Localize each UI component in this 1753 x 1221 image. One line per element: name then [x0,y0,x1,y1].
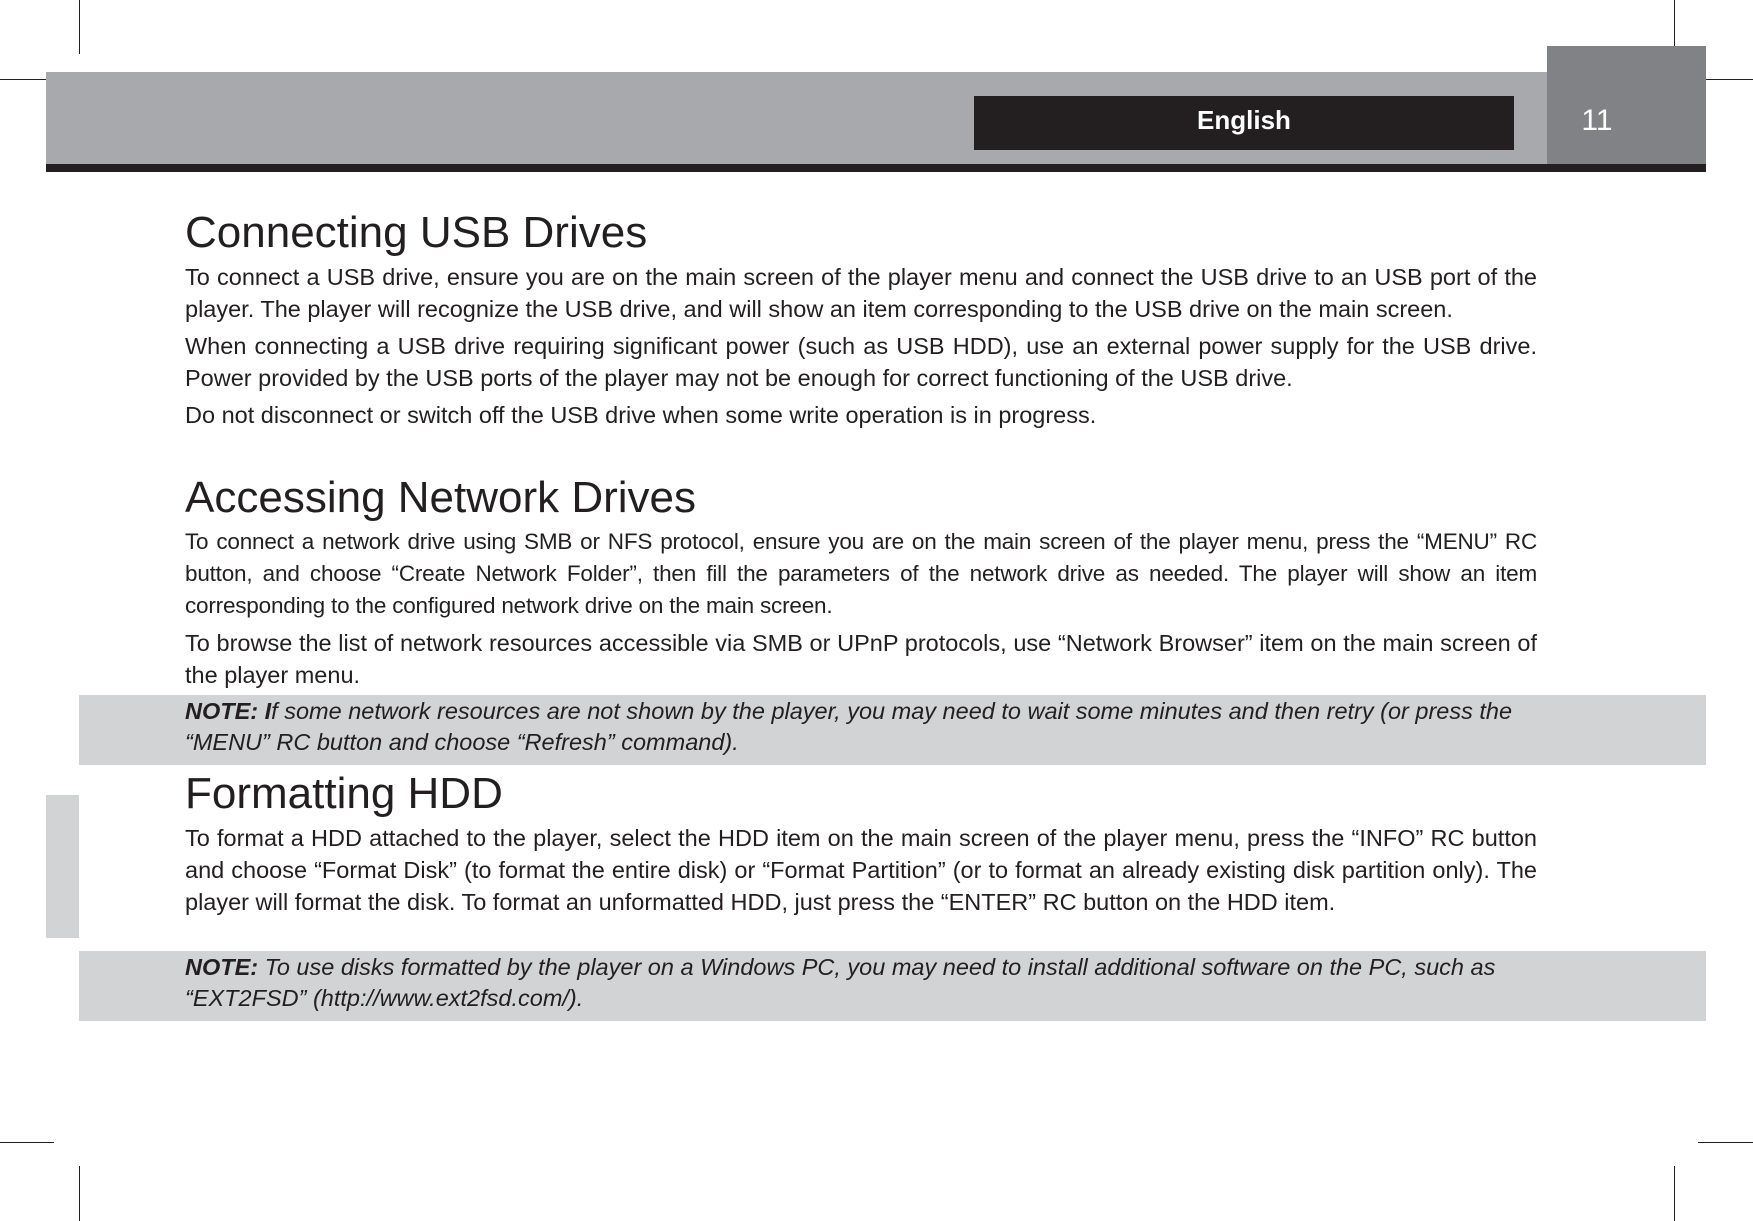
note-text: To use disks formatted by the player on a Windows PC, you may need to install additional software on the PC, such as “EXT2FSD” (http://www.ext2fsd.com/). [185,954,1496,1011]
crop-mark [1698,79,1753,80]
crop-mark [1674,1166,1675,1221]
section-title: Accessing Network Drives [185,473,697,522]
section-title: Connecting USB Drives [185,208,648,257]
side-tab [46,795,79,938]
paragraph: When connecting a USB drive requiring significant power (such as USB HDD), use an external power supply for the USB drive. Power provided by the USB ports of the player may not be enough for correct functioning of the USB drive. [185,333,1537,391]
paragraph: Do not disconnect or switch off the USB drive when some write operation is in progress. [185,402,1097,428]
note-label: NOTE: [185,954,259,980]
paragraph: To connect a USB drive, ensure you are on the main screen of the player menu and connect the USB drive to an USB port of the player. The player will recognize the USB drive, and will show an item corresponding to the USB drive on the main screen. [185,264,1537,322]
note-label: NOTE: I [185,698,272,724]
note-text: f some network resources are not shown by the player, you may need to wait some minutes and then retry (or press the “MENU” RC button and choose “Refresh” command). [185,698,1513,755]
header-rule [46,164,1706,172]
crop-mark [79,0,80,54]
crop-mark [0,1142,54,1143]
section-title: Formatting HDD [185,769,503,818]
note [185,952,1537,1014]
section-usb [185,208,1537,431]
note [185,696,1537,758]
paragraph: To browse the list of network resources accessible via SMB or UPnP protocols, use “Network Browser” item on the main screen of the player menu. [185,630,1537,688]
crop-mark [79,1166,80,1221]
crop-mark [1698,1142,1753,1143]
language-label: English [974,96,1514,150]
section-formatting [185,769,1537,918]
page-number: 11 [1581,104,1613,137]
section-network [185,473,1537,691]
paragraph: To connect a network drive using SMB or NFS protocol, ensure you are on the main screen of the player menu, press the “MENU” RC button, and choose “Create Network Folder”, then fill the parameters of the network drive as needed. The player will show an item corresponding to the configured network drive on the main screen. [185,529,1537,618]
paragraph: To format a HDD attached to the player, select the HDD item on the main screen of the player menu, press the “INFO” RC button and choose “Format Disk” (to format the entire disk) or “Format Partition” (or to format an already existing disk partition only). The player will format the disk. To format an unformatted HDD, just press the “ENTER” RC button on the HDD item. [185,825,1537,915]
